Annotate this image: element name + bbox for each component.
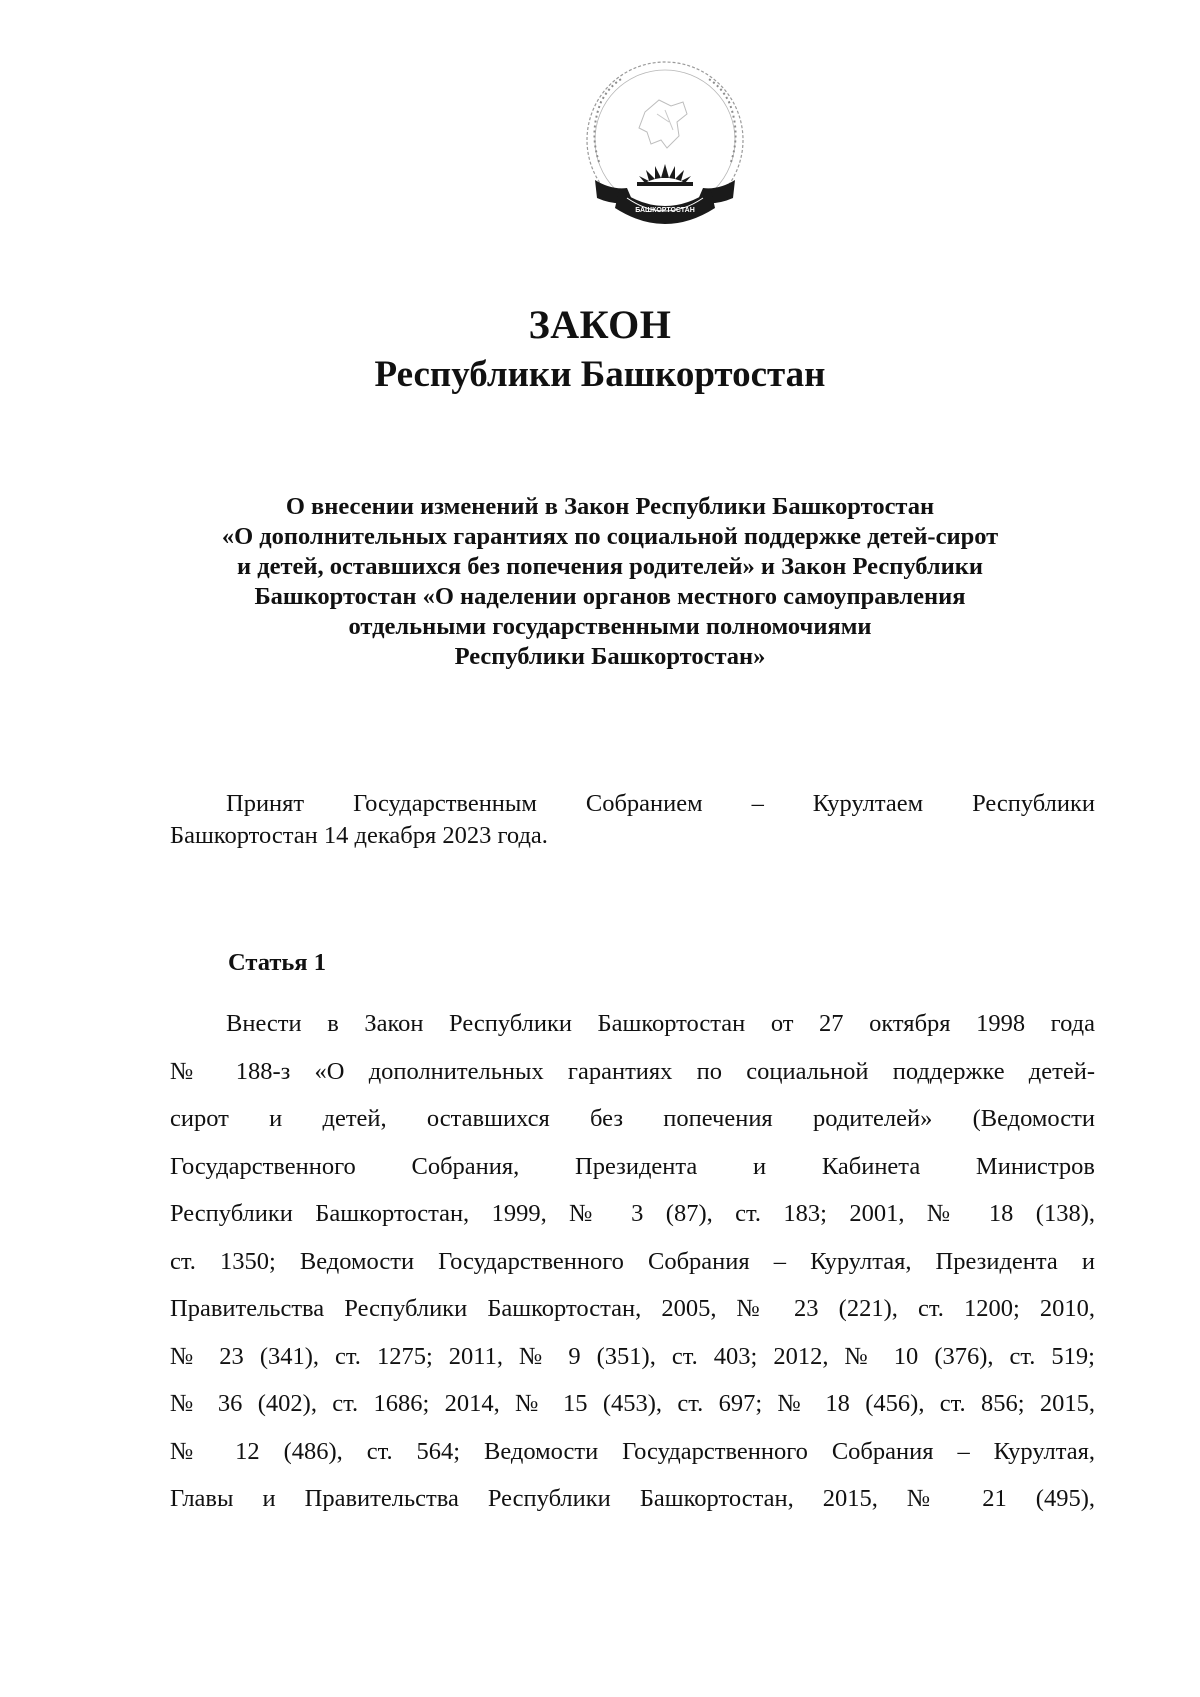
article-line: № 36 (402), ст. 1686; 2014, № 15 (453), ст. 697; № 18 (456), ст. 856; 2015, [170, 1390, 1095, 1417]
emblem-ribbon-text: БАШКОРТОСТАН [635, 207, 695, 214]
emblem-icon [575, 52, 755, 242]
article-line: ст. 1350; Ведомости Государственного Собрания – Курултая, Президента и [170, 1247, 1095, 1275]
article-line: Главы и Правительства Республики Башкортостан, 2015, № 21 (495), [170, 1485, 1095, 1512]
article-line: № 12 (486), ст. 564; Ведомости Государственного Собрания – Курултая, [170, 1437, 1095, 1465]
subject-line: Республики Башкортостан» [454, 643, 766, 670]
article-line: сирот и детей, оставшихся без попечения родителей» (Ведомости [170, 1105, 1095, 1132]
article-line: Республики Башкортостан, 1999, № 3 (87), ст. 183; 2001, № 18 (138), [170, 1200, 1095, 1227]
article-line: № 23 (341), ст. 1275; 2011, № 9 (351), ст. 403; 2012, № 10 (376), ст. 519; [170, 1342, 1095, 1370]
article-line: Правительства Республики Башкортостан, 2005, № 23 (221), ст. 1200; 2010, [170, 1295, 1095, 1322]
title-sub: Республики Башкортостан [374, 354, 826, 395]
article-heading: Статья 1 [228, 949, 326, 976]
subject-line: отдельными государственными полномочиями [348, 613, 872, 640]
law-subject [150, 492, 1070, 672]
title-main: ЗАКОН [528, 302, 672, 347]
subject-line: О внесении изменений в Закон Республики Башкортостан [285, 493, 935, 520]
article-line: Внести в Закон Республики Башкортостан от 27 октября 1998 года [226, 1010, 1095, 1037]
article-line: № 188-з «О дополнительных гарантиях по социальной поддержке детей- [170, 1057, 1095, 1085]
article-line: Государственного Собрания, Президента и Кабинета Министров [170, 1152, 1095, 1180]
document-title [0, 300, 1200, 400]
coat-of-arms-emblem [575, 52, 755, 242]
subject-line: и детей, оставшихся без попечения родителей» и Закон Республики [236, 553, 984, 580]
adoption-statement [170, 788, 1095, 852]
adoption-line: Башкортостан 14 декабря 2023 года. [170, 822, 548, 849]
subject-line: Башкортостан «О наделении органов местного самоуправления [254, 583, 966, 610]
article-body [170, 1000, 1095, 1523]
adoption-line: Принят Государственным Собранием – Курултаем Республики [226, 790, 1095, 817]
subject-line: «О дополнительных гарантиях по социальной поддержке детей-сирот [221, 523, 999, 550]
